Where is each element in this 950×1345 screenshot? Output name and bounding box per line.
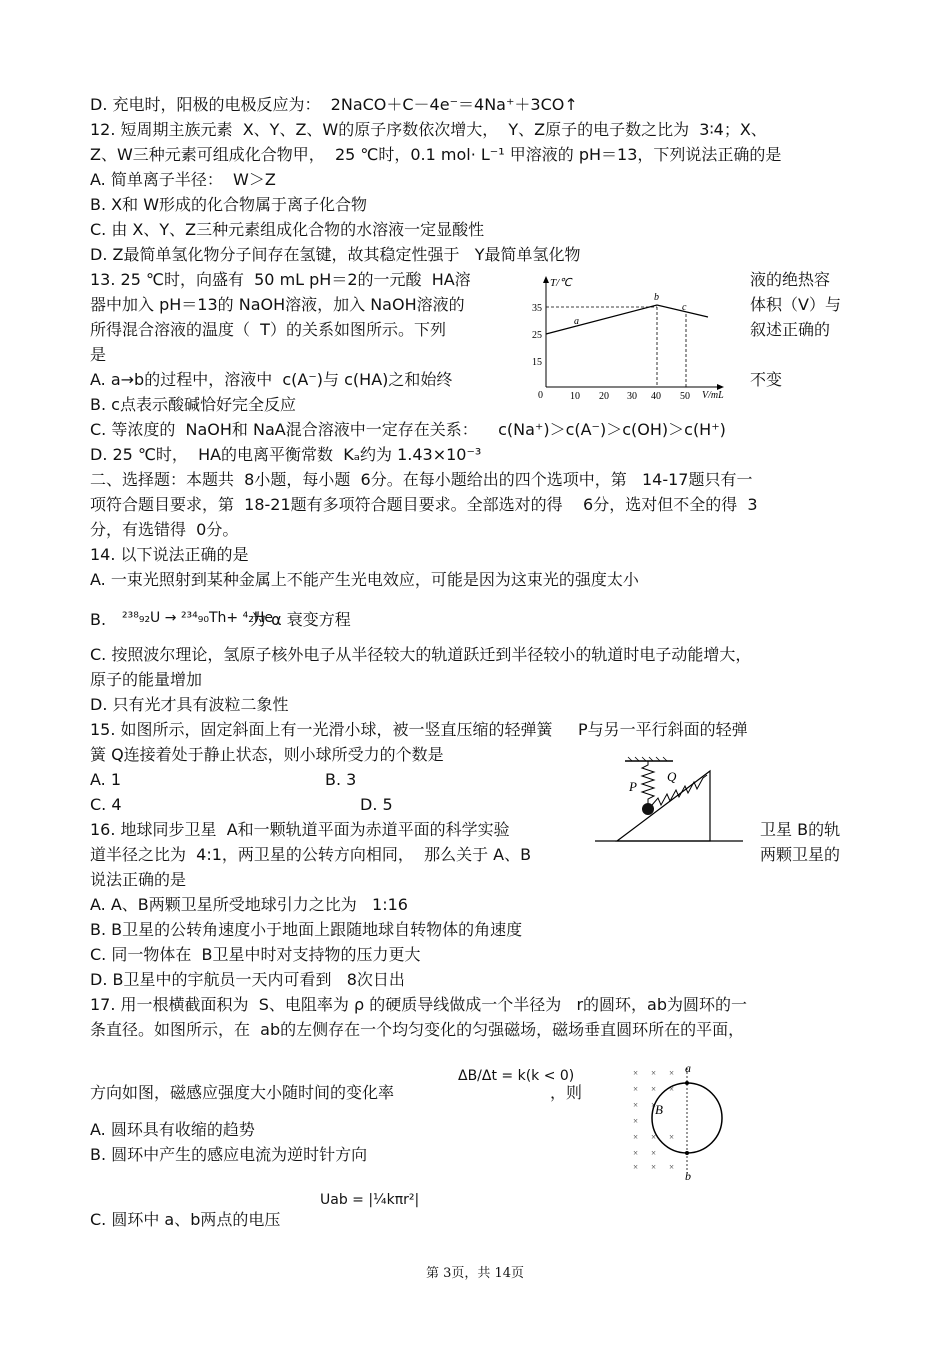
q17-stem-3b: ，则 bbox=[550, 1083, 583, 1102]
q15-stem-2: 簧 Q连接着处于静止状态，则小球所受力的个数是 bbox=[90, 745, 444, 764]
q16-stem-3: 说法正确的是 bbox=[90, 870, 187, 889]
q16-option-a: A. A、B两颗卫星所受地球引力之比为 1:16 bbox=[90, 895, 408, 914]
q16-option-b: B. B卫星的公转角速度小于地面上跟随地球自转物体的角速度 bbox=[90, 920, 523, 939]
spring-incline-figure bbox=[595, 755, 745, 845]
spring-label-p: P bbox=[629, 779, 637, 794]
q13-stem-4: 是 bbox=[90, 345, 107, 364]
svg-text:×: × bbox=[669, 1068, 675, 1078]
svg-text:×: × bbox=[633, 1116, 639, 1126]
q13-option-a: A. a→b的过程中，溶液中 c(A⁻)与 c(HA)之和始终 bbox=[90, 370, 453, 389]
q12-option-b: B. X和 W形成的化合物属于离子化合物 bbox=[90, 195, 368, 214]
q17-stem-3: 方向如图，磁感应强度大小随时间的变化率 bbox=[90, 1083, 395, 1102]
q13-stem-3: 所得混合溶液的温度（ T）的关系如图所示。下列 bbox=[90, 320, 446, 339]
point-c: c bbox=[682, 302, 687, 313]
section-two-intro-3: 分，有选错得 0分。 bbox=[90, 520, 239, 539]
q13-option-a-r: 不变 bbox=[750, 370, 783, 389]
q17-option-c: C. 圆环中 a、b两点的电压 bbox=[90, 1210, 281, 1229]
y-tick-35: 35 bbox=[532, 303, 542, 314]
spring-label-q: Q bbox=[667, 769, 677, 784]
q12-option-c: C. 由 X、Y、Z三种元素组成化合物的水溶液一定显酸性 bbox=[90, 220, 485, 239]
q14-option-c: C. 按照波尔理论，氢原子核外电子从半径较大的轨道跃迁到半径较小的轨道时电子动能增大， bbox=[90, 645, 752, 664]
q17-voltage-formula: Uab = |¼kπr²| bbox=[320, 1192, 420, 1208]
q13-stem-1r: 液的绝热容 bbox=[750, 270, 831, 289]
svg-text:×: × bbox=[651, 1132, 657, 1142]
svg-text:×: × bbox=[651, 1100, 657, 1110]
q13-option-b: B. c点表示酸碱恰好完全反应 bbox=[90, 395, 296, 414]
section-two-intro-2: 项符合题目要求，第 18-21题有多项符合题目要求。全部选对的得 6分，选对但不全的得 3 bbox=[90, 495, 758, 514]
x-tick-40: 40 bbox=[651, 391, 661, 402]
svg-text:×: × bbox=[633, 1068, 639, 1078]
q17-stem: 17. 用一根横截面积为 S、电阻率为 ρ 的硬质导线做成一个半径为 r的圆环，ab为圆环的一 bbox=[90, 995, 747, 1014]
q13-stem-2r: 体积（V）与 bbox=[750, 295, 841, 314]
y-tick-25: 25 bbox=[532, 330, 542, 341]
q13-stem-2: 器中加入 pH＝13的 NaOH溶液，加入 NaOH溶液的 bbox=[90, 295, 465, 314]
q16-stem-r: 卫星 B的轨 bbox=[760, 820, 841, 839]
svg-text:×: × bbox=[669, 1132, 675, 1142]
q15-option-c: C. 4 bbox=[90, 795, 122, 814]
svg-text:×: × bbox=[633, 1084, 639, 1094]
q14-option-b-equation: ²³⁸₉₂U → ²³⁴₉₀Th+ ⁴₂He bbox=[122, 610, 273, 626]
ring-label-b: b bbox=[685, 1169, 691, 1182]
svg-text:×: × bbox=[633, 1132, 639, 1142]
q13-option-d: D. 25 ℃时， HA的电离平衡常数 Kₐ约为 1.43×10⁻³ bbox=[90, 445, 482, 464]
q13-option-c: C. 等浓度的 NaOH和 NaA混合溶液中一定存在关系： c(Na⁺)＞c(A⁻)＞c(OH)＞c(H⁺) bbox=[90, 420, 726, 439]
x-tick-50: 50 bbox=[680, 391, 690, 402]
q17-option-a: A. 圆环具有收缩的趋势 bbox=[90, 1120, 255, 1139]
q14-option-b-label: B. bbox=[90, 610, 107, 629]
svg-text:×: × bbox=[651, 1068, 657, 1078]
svg-text:×: × bbox=[651, 1162, 657, 1172]
q14-stem: 14. 以下说法正确的是 bbox=[90, 545, 249, 564]
line-1: D. 充电时，阳极的电极反应为： 2NaCO＋C－4e⁻＝4Na⁺＋3CO↑ bbox=[90, 95, 578, 114]
q17-stem-2: 条直径。如图所示，在 ab的左侧存在一个均匀变化的匀强磁场，磁场垂直圆环所在的平面， bbox=[90, 1020, 745, 1039]
q12-stem-2: Z、W三种元素可组成化合物甲， 25 ℃时，0.1 mol· L⁻¹ 甲溶液的 pH＝13，下列说法正确的是 bbox=[90, 145, 782, 164]
svg-text:×: × bbox=[633, 1148, 639, 1158]
origin-tick: 0 bbox=[538, 390, 543, 401]
q12-option-a: A. 简单离子半径： W＞Z bbox=[90, 170, 276, 189]
q12-stem: 12. 短周期主族元素 X、Y、Z、W的原子序数依次增大， Y、Z原子的电子数之比为 3∶4；X、 bbox=[90, 120, 767, 139]
ring-label-field: B bbox=[655, 1102, 663, 1117]
ring-field-figure bbox=[625, 1062, 735, 1182]
y-axis-label: T/℃ bbox=[550, 277, 572, 289]
x-tick-30: 30 bbox=[627, 391, 637, 402]
section-two-intro-1: 二、选择题：本题共 8小题，每小题 6分。在每小题给出的四个选项中，第 14-17题只有一 bbox=[90, 470, 753, 489]
x-tick-20: 20 bbox=[599, 391, 609, 402]
svg-text:×: × bbox=[633, 1162, 639, 1172]
q15-option-b: B. 3 bbox=[325, 770, 357, 789]
svg-text:×: × bbox=[651, 1084, 657, 1094]
q16-stem-2r: 两颗卫星的 bbox=[760, 845, 841, 864]
svg-text:×: × bbox=[633, 1100, 639, 1110]
svg-text:×: × bbox=[669, 1162, 675, 1172]
svg-text:×: × bbox=[651, 1148, 657, 1158]
point-b: b bbox=[654, 292, 659, 303]
q14-option-d: D. 只有光才具有波粒二象性 bbox=[90, 695, 289, 714]
q13-stem-1: 13. 25 ℃时，向盛有 50 mL pH＝2的一元酸 HA溶 bbox=[90, 270, 471, 289]
x-tick-10: 10 bbox=[570, 391, 580, 402]
q14-option-a: A. 一束光照射到某种金属上不能产生光电效应，可能是因为这束光的强度太小 bbox=[90, 570, 639, 589]
q14-option-c-2: 原子的能量增加 bbox=[90, 670, 203, 689]
temperature-volume-graph bbox=[530, 270, 730, 402]
q12-option-d: D. Z最简单氢化物分子间存在氢键，故其稳定性强于 Y最简单氢化物 bbox=[90, 245, 581, 264]
svg-text:×: × bbox=[669, 1084, 675, 1094]
q16-option-d: D. B卫星中的宇航员一天内可看到 8次日出 bbox=[90, 970, 405, 989]
q15-stem: 15. 如图所示，固定斜面上有一光滑小球，被一竖直压缩的轻弹簧 P与另一平行斜面的轻弹 bbox=[90, 720, 748, 739]
point-a: a bbox=[574, 316, 579, 327]
y-tick-15: 15 bbox=[532, 357, 542, 368]
q14-option-b-text: 为 α 衰变方程 bbox=[250, 610, 351, 629]
q16-stem: 16. 地球同步卫星 A和一颗轨道平面为赤道平面的科学实验 bbox=[90, 820, 510, 839]
q15-option-a: A. 1 bbox=[90, 770, 122, 789]
q16-stem-2: 道半径之比为 4:1，两卫星的公转方向相同， 那么关于 A、B bbox=[90, 845, 532, 864]
x-axis-label: V/mL bbox=[702, 390, 724, 401]
ring-label-a: a bbox=[685, 1062, 691, 1075]
q15-option-d: D. 5 bbox=[360, 795, 393, 814]
q13-stem-3r: 叙述正确的 bbox=[750, 320, 831, 339]
q16-option-c: C. 同一物体在 B卫星中时对支持物的压力更大 bbox=[90, 945, 421, 964]
q17-option-b: B. 圆环中产生的感应电流为逆时针方向 bbox=[90, 1145, 368, 1164]
page-footer: 第 3页，共 14页 bbox=[425, 1266, 525, 1281]
q17-rate-formula: ΔB/Δt = k(k < 0) bbox=[458, 1068, 575, 1084]
